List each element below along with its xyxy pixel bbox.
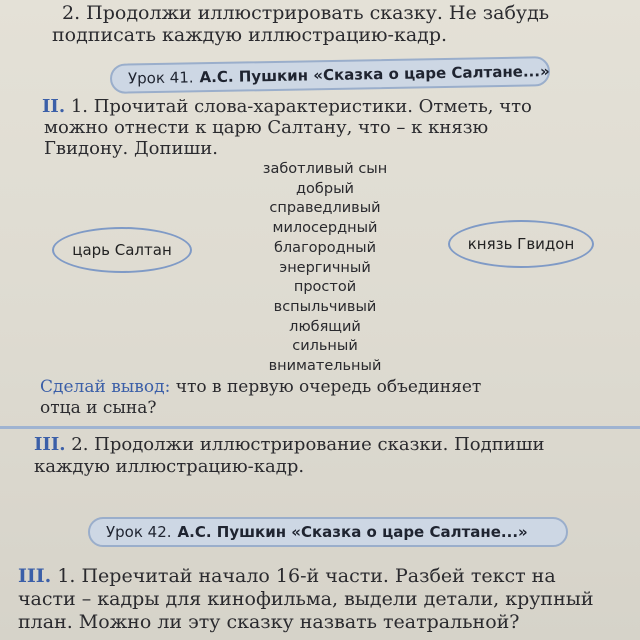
task-iii-1-line-3: план. Можно ли эту сказку назвать театральной?	[18, 611, 520, 633]
roman-numeral-ii: II.	[42, 96, 66, 117]
task-line-2: подписать каждую иллюстрацию-кадр.	[52, 24, 448, 46]
task-iii-2-line-2: каждую иллюстрацию-кадр.	[34, 456, 305, 477]
roman-numeral-iii: III.	[18, 565, 52, 587]
lesson-41-banner	[110, 56, 550, 94]
conclusion-label: Сделай вывод:	[40, 377, 171, 397]
lesson-42-banner	[88, 517, 568, 547]
lesson-42-number: Урок 42.	[106, 523, 172, 541]
characteristic-word: простой	[293, 279, 357, 296]
lesson-41-number: Урок 41.	[127, 68, 194, 88]
task-iii-2	[34, 434, 544, 478]
section-divider	[0, 426, 640, 429]
prince-gvidon-oval	[448, 220, 594, 268]
characteristic-word: энергичный	[279, 259, 371, 276]
task-ii-1	[42, 96, 532, 159]
task-continue-illustrating	[52, 2, 622, 46]
roman-numeral-iii: III.	[34, 434, 66, 455]
lesson-41-title: А.С. Пушкин «Сказка о царе Салтане...»	[199, 62, 550, 87]
characteristic-word: заботливый сын	[262, 161, 388, 177]
characteristic-word: любящий	[289, 318, 361, 335]
conclusion-line-2: отца и сына?	[40, 398, 157, 418]
characteristics-list	[250, 160, 400, 377]
characteristic-word: внимательный	[268, 358, 382, 375]
task-line-1: 2. Продолжи иллюстрировать сказку. Не забудь	[62, 2, 550, 24]
task-iii-1	[18, 565, 594, 634]
task-ii-line-3: Гвидону. Допиши.	[44, 138, 218, 159]
task-iii-2-line-1: 2. Продолжи иллюстрирование сказки. Подпиши	[65, 434, 545, 455]
prince-gvidon-label: князь Гвидон	[467, 235, 575, 253]
tsar-saltan-oval	[52, 227, 192, 273]
conclusion-prompt	[40, 377, 481, 419]
tsar-saltan-label: царь Салтан	[72, 241, 172, 259]
conclusion-line-1: что в первую очередь объединяет	[170, 377, 482, 397]
characteristic-word: вспыльчивый	[273, 298, 377, 315]
characteristic-word: добрый	[296, 180, 354, 197]
task-ii-line-2: можно отнести к царю Салтану, что – к князю	[44, 117, 489, 138]
characteristic-word: справедливый	[269, 200, 381, 217]
task-ii-line-1: 1. Прочитай слова-характеристики. Отметь, что	[65, 96, 532, 117]
characteristic-word: милосердный	[272, 220, 378, 237]
task-iii-1-line-2: части – кадры для кинофильма, выдели детали, крупный	[18, 588, 594, 610]
task-iii-1-line-1: 1. Перечитай начало 16-й части. Разбей текст на	[51, 565, 556, 587]
lesson-42-title: А.С. Пушкин «Сказка о царе Салтане...»	[177, 523, 528, 541]
characteristic-word: сильный	[292, 338, 358, 355]
characteristic-word: благородный	[273, 239, 377, 256]
